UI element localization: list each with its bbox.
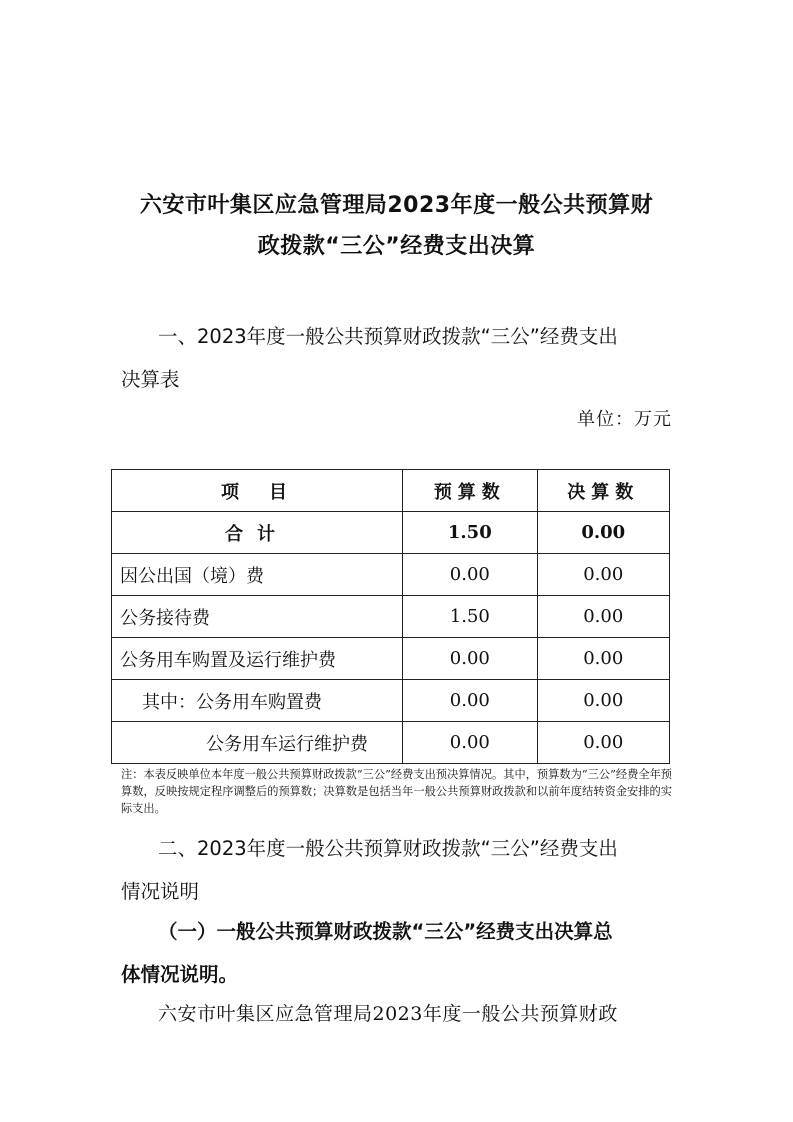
row-budget: 1.50 [403, 596, 537, 638]
table-row [112, 596, 670, 638]
row-item: 因公出国（境）费 [112, 554, 403, 596]
table-row [112, 680, 670, 722]
table-row [112, 722, 670, 764]
header-budget: 预算数 [403, 470, 537, 512]
row-actual: 0.00 [537, 638, 669, 680]
row-actual: 0.00 [537, 512, 669, 554]
row-item: 公务用车运行维护费 [112, 722, 403, 764]
header-item: 项 目 [112, 470, 403, 512]
table-row-total [112, 512, 670, 554]
table-footnote: 注：本表反映单位本年度一般公共预算财政拨款“三公”经费支出预决算情况。其中，预算数为“三公”经费全年预算数，反映按规定程序调整后的预算数；决算数是包括当年一般公共预算财政拨款和以前年度结转资金安排的实际支出。 [121, 768, 672, 815]
row-budget: 0.00 [403, 638, 537, 680]
section-2-heading-cont: 情况说明 [121, 880, 200, 903]
table-row [112, 638, 670, 680]
subsection-1-heading-cont: 体情况说明。 [121, 963, 239, 986]
section-1-heading-cont: 决算表 [121, 368, 180, 391]
three-public-expenses-table [111, 469, 670, 764]
table-header-row [112, 470, 670, 512]
row-actual: 0.00 [537, 680, 669, 722]
row-item: 合计 [112, 512, 403, 554]
subsection-1-heading: （一）一般公共预算财政拨款“三公”经费支出决算总 [158, 920, 613, 943]
row-budget: 0.00 [403, 722, 537, 764]
row-item: 公务用车购置及运行维护费 [112, 638, 403, 680]
row-actual: 0.00 [537, 554, 669, 596]
document-title-line-1: 六安市叶集区应急管理局2023年度一般公共预算财 [139, 193, 654, 218]
row-budget: 0.00 [403, 554, 537, 596]
body-paragraph: 六安市叶集区应急管理局2023年度一般公共预算财政 [158, 1003, 618, 1025]
section-2-heading: 二、2023年度一般公共预算财政拨款“三公”经费支出 [158, 837, 618, 860]
row-budget: 0.00 [403, 680, 537, 722]
row-actual: 0.00 [537, 722, 669, 764]
table-row [112, 554, 670, 596]
row-actual: 0.00 [537, 596, 669, 638]
row-budget: 1.50 [403, 512, 537, 554]
unit-label: 单位：万元 [577, 409, 672, 430]
row-item: 公务接待费 [112, 596, 403, 638]
header-actual: 决算数 [537, 470, 669, 512]
section-1-heading: 一、2023年度一般公共预算财政拨款“三公”经费支出 [158, 325, 618, 348]
document-title-line-2: 政拨款“三公”经费支出决算 [257, 234, 536, 259]
row-item: 其中：公务用车购置费 [112, 680, 403, 722]
